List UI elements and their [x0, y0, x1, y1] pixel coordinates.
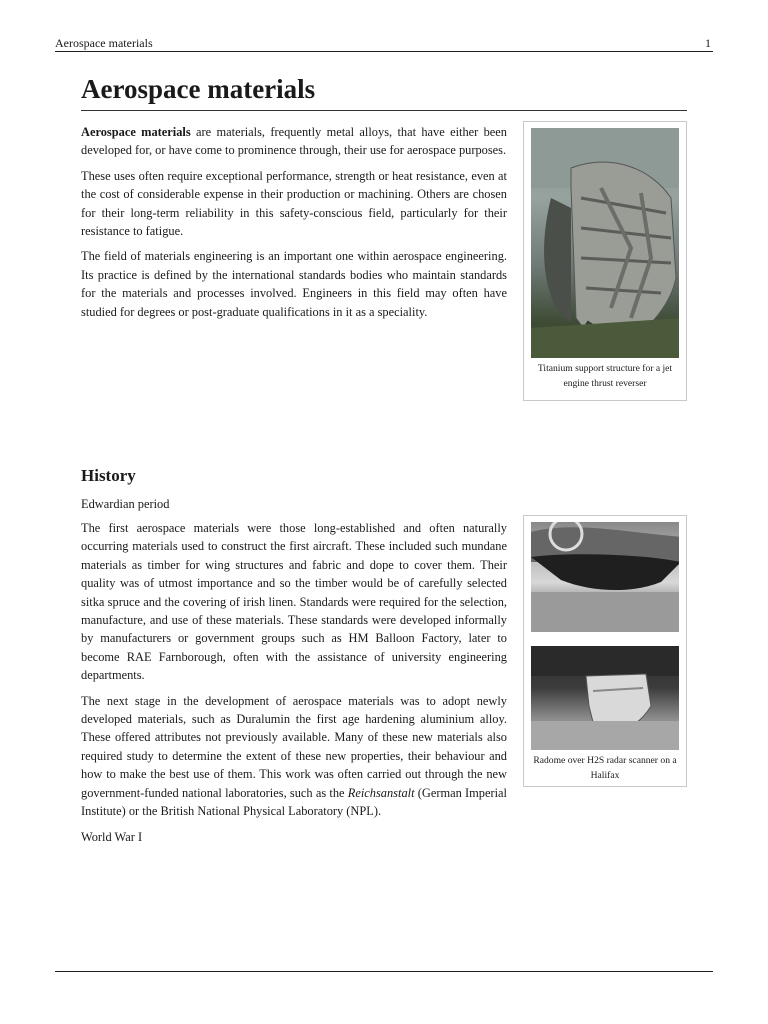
- page-number: 1: [705, 36, 711, 50]
- running-head-title: Aerospace materials: [55, 36, 153, 50]
- figure-radome: [523, 515, 687, 787]
- radome-bottom-illustration: [531, 646, 679, 750]
- thrust-reverser-illustration: [531, 128, 679, 358]
- radome-image-top: [531, 522, 679, 632]
- thrust-reverser-image: [531, 128, 679, 358]
- subheading-edwardian: Edwardian period: [81, 497, 170, 511]
- reichsanstalt-term: Reichsanstalt: [347, 785, 415, 800]
- header-rule: [55, 51, 713, 52]
- figure-thrust-reverser: [523, 121, 687, 401]
- article-body: [81, 70, 687, 852]
- intro-paragraph-1: Aerospace materials are materials, frequently metal alloys, that have either been developed for, or have come to prominence through, their use for aerospace purposes.: [81, 125, 507, 158]
- page-title: Aerospace materials: [81, 70, 687, 111]
- subheading-world-war-1: World War I: [81, 829, 143, 844]
- section-heading-history: History: [81, 466, 136, 485]
- intro-paragraph-3: The field of materials engineering is an important one within aerospace engineering. Its practice is defined by the international standards bodies who maintain standards for the materials and processes involved. Engineers in this field may often have studied for degrees or post-graduate qualifications in it as a speciality.: [81, 249, 507, 319]
- intro-paragraph-2: These uses often require exceptional performance, strength or heat resistance, even at the cost of considerable expense in their production or machining. Others are chosen for their long-term reliability in this safety-conscious field, particularly for their resistance to fatigue.: [81, 168, 507, 239]
- history-paragraph-2: The next stage in the development of aerospace materials was to adopt newly developed materials, such as Duralumin the first age hardening aluminium alloy. These offered attributes not previously available. Many of these new materials also required study to determine the extent of these new properties, their behaviour and how to make the best use of them. This work was often carried out through the new government-funded national laboratories, such as the Reichsanstalt (German Imperial Institute) or the British National Physical Laboratory (NPL).: [81, 693, 507, 819]
- footer-rule: [55, 971, 713, 972]
- radome-top-illustration: [531, 522, 679, 632]
- running-head: [55, 36, 713, 50]
- figure-caption: Titanium support structure for a jet engine thrust reverser: [537, 363, 673, 389]
- lead-term: Aerospace materials: [81, 125, 191, 139]
- radome-image-bottom: [531, 646, 679, 750]
- figure-caption: Radome over H2S radar scanner on a Halifax: [533, 755, 677, 781]
- history-paragraph-1: The first aerospace materials were those long-established and often naturally occurring materials used to construct the first aircraft. These included such mundane materials as timber for wing structures and fabric and dope to cover them. Their quality was of utmost importance and so the timber would be of carefully selected sitka spruce and the covering of irish linen. Standards were required for the selection, manufacture, and use of these materials. These standards were developed informally by manufacturers or government groups such as HM Balloon Factory, later to become RAE Farnborough, often with the assistance of university engineering departments.: [81, 521, 507, 683]
